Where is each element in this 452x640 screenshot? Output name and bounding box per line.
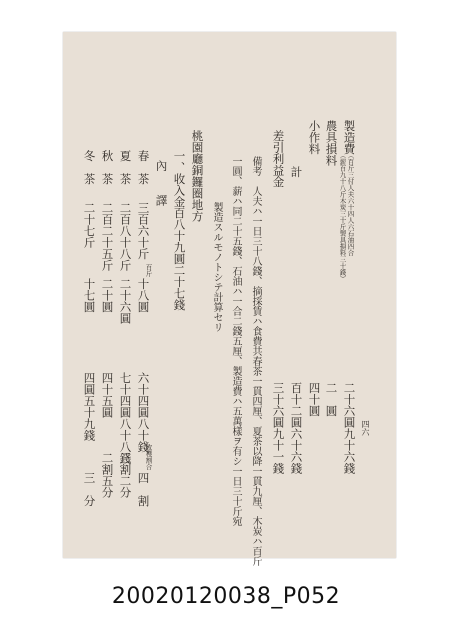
row-ratio: 二割五分 (100, 452, 115, 498)
col5-value: 三十六圓九十一錢 (271, 382, 286, 474)
remarks-line-1: 備考 人夫ハ一日三十八錢、摘採賃ハ食費共春茶一貫四厘、夏茶以降一貫九厘、木炭ハ百斤 (250, 156, 261, 566)
region-heading: 桃園廳銅鑼圈地方 (190, 130, 205, 222)
row-ratio: 四 割 (136, 472, 151, 507)
income-label: 一、收入金 (172, 150, 187, 208)
col1-title: 製造費 (342, 120, 357, 155)
row-amount: 四十五圓 (100, 372, 115, 418)
breakdown-label: 內 譯 (154, 160, 169, 206)
col1-value: 二十六圓九十六錢 (342, 382, 357, 474)
row-price: 十七圓 (82, 278, 97, 313)
row-ratio-note: 收穫割合 (144, 444, 153, 470)
row-quantity: 二百二十五斤 (100, 202, 115, 271)
row-amount: 七十四圓八十八錢 (118, 372, 133, 464)
row-ratio: 三 分 (82, 472, 97, 507)
col5-label: 差引利益金 (271, 130, 286, 188)
col3-label: 小作料 (307, 120, 322, 155)
income-value: 百八十九圓二十七錢 (172, 207, 187, 311)
image-caption: 20020120038_P052 (111, 584, 341, 609)
row-quantity: 三百六十斤 (136, 202, 151, 260)
row-season: 秋 茶 (100, 150, 115, 185)
col2-value: 二 圓 (324, 382, 339, 417)
row-price: 二十六圓 (118, 278, 133, 324)
row-unit-note: 百斤 (144, 264, 153, 277)
row-season: 夏 茶 (118, 150, 133, 185)
remarks-line-2: 一圓、薪ハ同二十五錢、石油ハ一合二錢五厘、製造費ハ五萬樣ヲ有シ一日三十斤宛 (230, 156, 241, 526)
col3-value: 四十圓 (307, 382, 322, 417)
row-price: 十八圓 (136, 278, 151, 313)
row-quantity: 二百八十八斤 (118, 202, 133, 271)
row-quantity: 二十七斤 (82, 202, 97, 248)
row-ratio: 三割二分 (118, 452, 133, 498)
row-amount: 四圓五十九錢 (82, 372, 97, 441)
col2-label: 農具損料 (324, 120, 339, 166)
col4-label: 計 (289, 166, 304, 178)
col1-note-left: （薪百九十八斤木炭三十斤製具損料三十錢） (338, 152, 347, 282)
row-amount: 六十四圓八十錢 (136, 372, 151, 453)
col4-value: 百十二圓六十六錢 (289, 382, 304, 474)
row-season: 春 茶 (136, 150, 151, 185)
document-page (63, 32, 396, 566)
col1-note-right: （百斤三付人夫六十四人六石油四合 (346, 152, 355, 256)
remarks-line-3: 製造スルモノトシテ計算セリ (211, 202, 222, 332)
page-number: 四六 (361, 420, 370, 436)
row-season: 冬 茶 (82, 150, 97, 185)
row-price: 二十圓 (100, 278, 115, 313)
